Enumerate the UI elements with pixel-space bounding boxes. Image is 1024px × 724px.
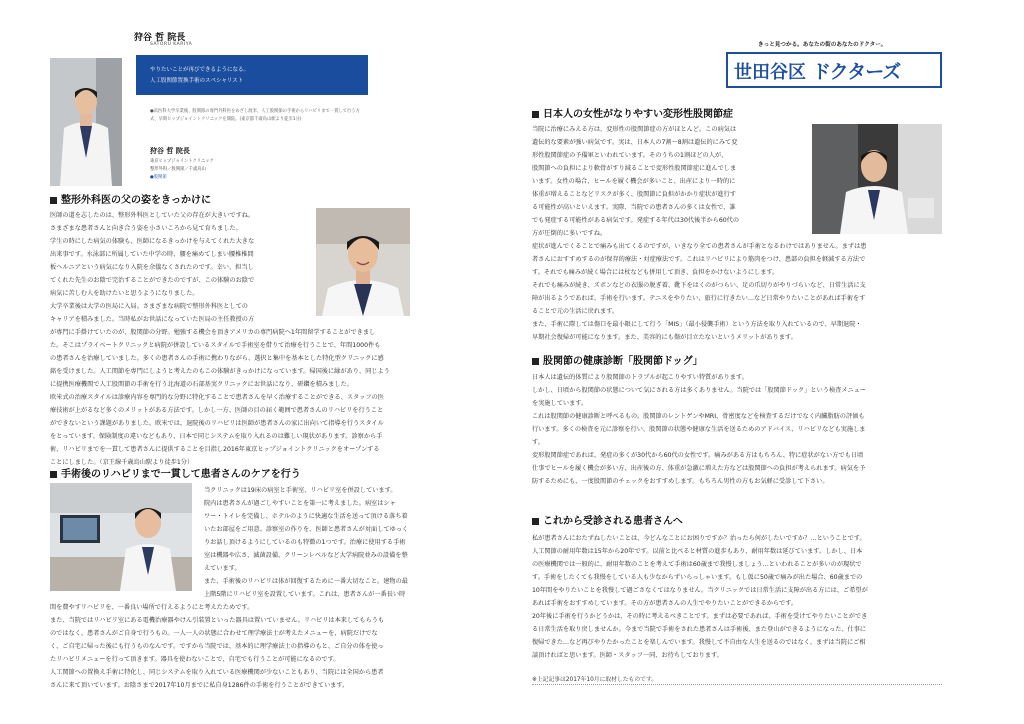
text-line: 間を費やすリハビリを、一番良い場所で行えるようにと考えたためです。: [50, 604, 254, 611]
section-3-text-b: [532, 240, 944, 344]
text-line: 室は機器や広さ、滅菌設備、クリーンレベルなど大学病院並みの設備を整: [204, 552, 408, 559]
section-2-text-b: [50, 601, 412, 692]
text-line: 病気に苦しむ人を助けたいと思うようになりました。: [50, 290, 199, 297]
text-line: 方が圧倒的に多いですね。: [532, 230, 607, 237]
text-line: が専門に手掛けていたのが、股関節の分野。勉強する機会を頂きアメリカの専門病院へ1年間留学することができまし: [50, 329, 376, 336]
text-line: います。女性の場合、ヒールを履く機会が多いこと、出産により一時的に: [532, 178, 736, 185]
text-line: ることで元の生活に戻れます。: [532, 308, 619, 315]
text-line: 出来事です。水泳部に所属していた中学の時、腰を痛めてしまい腰椎椎間: [50, 251, 254, 258]
brand-tagline: きっと見つかる。あなたの街のあなたのドクター。: [758, 42, 887, 48]
text-line: いたお部屋をご用意。診察室の作りを、医師と患者さんが対面してゆっく: [204, 526, 409, 533]
text-line: 20年後に手術を行うかどうかは、その時に考えるべきことです。まずは必要であれば、手術を受けてやりたいことができ: [532, 613, 868, 620]
text-line: 症状が進んでくることで痛みも出てくるのですが、いきなり全ての患者さんが手術となるわけではありません。まずは患: [532, 243, 867, 250]
text-line: たリハビリメニューを行って頂きます。器具を使わないことで、自宅でも行うことが可能になるのです。: [50, 656, 340, 663]
text-line: の患者さんを治療していました。多くの患者さんの手術に携わりながら、選択と集中を基本とした特化型クリニックに感: [50, 355, 384, 362]
text-line: 上階5階にリハビリ室を設置しています。これは、患者さんが一番長い時: [204, 591, 406, 598]
text-line: をとっています。保険制度の違いなどもあり、日本で同じシステムを取り入れるのは難しい現状があります。診察から手: [50, 433, 383, 440]
doctor-at-desk-illustration: [50, 483, 192, 591]
text-line: りお話し頂けるようにしているのも特徴の1つです。治療に使用する手術: [204, 539, 406, 546]
footnote-rule: [532, 684, 942, 685]
text-line: 当クリニックは19床の病室と手術室、リハビリ室を併設しています。: [204, 487, 397, 494]
text-line: の医療機関では一般的に、耐用年数のことを考えて手術は60歳まで我慢しましょう…といわれることが多いのが現状で: [532, 561, 862, 568]
text-line: また、当院ではリハビリ室にある電機治療器やけん引装置といった器具は置いていません。リハビリは本来してもらうも: [50, 617, 385, 624]
profile-bio: ●浜医科大学卒業後、股関節の専門外科医をめざし渡米、人工股関節の手術からリハビリまで一貫して行う方式、早期ヒップジョイントクリニックを開院。(東京都千歳烏山駅より徒歩1分): [150, 109, 360, 122]
section-1-text-a: [50, 209, 312, 326]
text-line: に提携医療機関で人工股関節の手術を行う北海道の石部基実クリニックにお世話になり、研鑽を積みました。: [50, 381, 353, 388]
text-line: それでも痛みが続き、ズボンなどの衣服の脱ぎ着、靴下をはくのがつらい、足の爪切りがやりづらいなど、日常生活に支: [532, 282, 866, 289]
heading-square-icon: [532, 111, 539, 118]
text-line: る可能性が高いといえます。実際、当院での患者さんの多くは女性で、誰: [532, 204, 736, 211]
section-1-heading: [50, 191, 211, 206]
text-line: 者さんにおすすめするのが保存的療法・対症療法です。これはリハビリにより筋肉をつけ、患部の負担を軽減する方法で: [532, 256, 866, 263]
text-line: 人工関節の耐用年数は15年から20年です。以前と比べると材質の進歩もあり、耐用年数は延びています。しかし、日本: [532, 548, 863, 555]
profile-card-name: 狩谷 哲 院長: [150, 147, 190, 155]
doctor-name: 狩谷 哲 院長: [134, 33, 186, 43]
text-line: さまざまな患者さんと向き合う姿を小さいころから見て育ちました。: [50, 225, 242, 232]
text-line: 変形股関節症であれば、発症の多くが30代から60代の女性です。痛みがある方はもちろん、特に症状がない方でも日頃: [532, 452, 864, 459]
banner-line-1: やりたいことが再びできるようになる。: [150, 67, 250, 73]
doctor-standing-illustration: [50, 58, 122, 186]
text-line: ができないという課題がありました。欧米では、退院後のリハビリは医師が患者さんの家に出向いて指導を行うスタイル: [50, 420, 384, 427]
heading-square-icon: [532, 358, 539, 365]
text-line: 復帰できた…など再びやりたかったことを楽しんでいます。我慢して不自由な人生を送るのではなく、まずは当院にご相: [532, 639, 866, 646]
text-line: 仕事でヒールを履く機会が多い方、出産後の方、体重が急激に増えた方などは股関節への負担が考えられます。病気を予: [532, 465, 866, 472]
text-line: 人工関節への置換え手術に特化し、同じシステムを取り入れている医療機関が少ないこともあり、当院には全国から患者: [50, 669, 384, 676]
heading-square-icon: [50, 471, 57, 478]
text-line: 談頂ければと思います。医師・スタッフ一同、お待ちしております。: [532, 652, 723, 659]
brand-logo-kanji: 世田谷区: [734, 62, 806, 83]
heading-square-icon: [532, 518, 539, 525]
doctor-smiling-illustration: [316, 208, 410, 316]
section-3-title: 日本人の女性がなりやすい変形性股関節症: [543, 109, 733, 120]
text-line: ワー・トイレを完備し、ホテルのように快適な生活を送って頂ける落ち着: [204, 513, 408, 520]
section-5-text: [532, 532, 944, 662]
text-line: 防するためにも、一度股関節のチェックをおすすめします。もちろん男性の方もお気軽に受診して下さい。: [532, 478, 829, 485]
text-line: のではなく、患者さんがご自身で行うもの。一人一人の状態に合わせて理学療法士が考えたメニューを、病院だけでな: [50, 630, 378, 637]
doctor-portrait-photo: [50, 58, 122, 186]
text-line: 遺伝的な要素が強い病気です。実は、日本人の7割～8割は遺伝的にみて変: [532, 139, 738, 146]
text-line: 日本人は遺伝的体質により股関節のトラブルが起こりやすい特質があります。: [532, 374, 748, 381]
section-1-text-b: [50, 326, 412, 469]
section-2-heading: [50, 465, 301, 480]
profile-card-dept: 整形外科／股関節／千歳烏山: [150, 167, 206, 172]
text-line: 10年間をやりたいことを我慢して過ごさなくてはなりません。当クリニックでは日常生活に支障が出る方には、ご希望が: [532, 587, 868, 594]
section-5-heading: [532, 512, 683, 527]
banner-line-2: 人工股関節置換手術のスペシャリスト: [150, 78, 244, 84]
section-3-text-a: [532, 123, 806, 240]
brand-logo-kana: ドクターズ: [812, 61, 901, 83]
text-line: す。: [532, 439, 544, 446]
section-4-text: [532, 371, 944, 488]
heading-square-icon: [50, 197, 57, 204]
section-3-heading: [532, 105, 733, 120]
text-line: 医師の道を志したのは、整形外科医としていた父の存在が大きいですね。: [50, 212, 255, 219]
section-2-text-a: [204, 484, 412, 601]
text-line: また、手術に際しては傷口を最小限にして行う「MIS」（最小侵襲手術）という方法を取り入れているので、早期退院・: [532, 321, 862, 328]
brand-logo: [726, 52, 942, 88]
text-line: 術、リハビリまでを一貫して患者さんに提供することを目指し2016年東京ヒップジョイントクリニックをオープンする: [50, 446, 380, 453]
text-line: 行います。多くの検査を元に診察を行い、股関節の状態や健康な生活を送るためのアドバイス、リハビリなども実施しま: [532, 426, 866, 433]
text-line: えています。: [204, 565, 241, 572]
text-line: る日常生活を取り戻しませんか。今まで当院で手術をされた患者さんは手術後、また登山ができるようになった、仕事に: [532, 626, 867, 633]
text-line: 療技術が上がるなど多くのメリットがある方法です。しかし一方、医師の目の届く範囲で患者さんのリハビリを行うこと: [50, 407, 384, 414]
profile-card-tag: ●股関節: [150, 175, 167, 180]
section-1-title: 整形外科医の父の姿をきっかけに: [61, 195, 211, 206]
profile-banner: [136, 55, 368, 95]
text-line: 当院に治療にみえる方は、変形性の股関節症の方がほとんど。この病気は: [532, 126, 737, 133]
doctor-smile-photo: [316, 208, 410, 316]
rehab-room-photo: [50, 483, 192, 591]
text-line: た。そこはプライベートクリニックと病院が併設しているスタイルで手術室を借りて治療を行うことで、年間1000件も: [50, 342, 381, 349]
text-line: 大学卒業後は大学の医局に入局。さまざまな病院で整形外科医としての: [50, 303, 248, 310]
text-line: す。手術をしたくても我慢をしている人も少なからずいらっしゃいます。もし仮に50歳で痛みが出た場合、60歳までの: [532, 574, 863, 581]
section-2-title: 手術後のリハビリまで一貫して患者さんのケアを行う: [61, 469, 301, 480]
doctor-consultation-illustration: [812, 124, 942, 234]
text-line: 股関節への負担により軟骨がすり減ることで変形性股関節症に進んでしま: [532, 165, 737, 172]
text-line: す。それでも痛みが続く場合には杖なども併用して頂き、負担をかけないようにします。: [532, 269, 779, 276]
text-line: 板ヘルニアという病気になり入院を余儀なくされたのです。幸い、担当し: [50, 264, 254, 271]
text-line: 私が患者さんにおたずねしたいことは、今どんなことにお困りですか？治ったら何がしたいですか？…ということです。: [532, 535, 866, 542]
text-line: また、手術後のリハビリは体が回復するために一番大切なこと。建物の最: [204, 578, 408, 585]
doctor-consult-photo: [812, 124, 942, 234]
text-line: ことにしました。（京王線千歳烏山駅より徒歩1分）: [50, 459, 194, 466]
text-line: 銘を受けました。人工関節を専門にしようと考えたのもこの体験がきっかけになっています。帰国後に縁があり、同じよう: [50, 368, 390, 375]
text-line: 障が出るようであれば、手術を行います。テニスをやりたい、旅行に行きたい…など日常やりたいことがあれば手術をす: [532, 295, 866, 302]
section-4-title: 股関節の健康診断「股関節ドッグ」: [543, 356, 703, 367]
text-line: キャリアを積みました。当時私がお世話になっていた医局の主任教授の方: [50, 316, 255, 323]
text-line: でも発症する可能性がある病気です。発症する年代は30代後半から60代の: [532, 217, 740, 224]
text-line: てくれた先生のお陰で完治することができたのですが、この体験のお陰で: [50, 277, 255, 284]
profile-card-clinic: 東京ヒップジョイントクリニック: [150, 159, 214, 164]
text-line: 体重が増えることなどリスクが多く、股関節に負担がかかり症状が進行す: [532, 191, 736, 198]
text-line: を実施しています。: [532, 400, 588, 407]
section-5-title: これから受診される患者さんへ: [543, 516, 683, 527]
section-4-heading: [532, 352, 703, 367]
text-line: 院内は患者さんが過ごしやすいことを第一に考えました。病室はシャ: [204, 500, 396, 507]
doctor-romaji: SATORU KARIYA: [150, 42, 193, 47]
text-line: く、ご自宅に帰った後にも行うものなんです。ですから当院では、基本的に理学療法士の指導のもと、ご自分の体を使っ: [50, 643, 384, 650]
footnote: ※上記記事は2017年10月に取材したものです。: [532, 677, 658, 683]
text-line: あれば手術をおすすめしています。その方が患者さんの人生でやりたいことができるからです。: [532, 600, 798, 607]
text-line: 欧米式の治療スタイルは診療内容を専門的な分野に特化することで患者さんを早く治療することができる、スタッフの医: [50, 394, 384, 401]
text-line: これは股関節の健康診断と呼べるもの。股関節のレントゲンやMRI、骨密度などを検査するだけでなく内臓脂肪の評価も: [532, 413, 865, 420]
text-line: 形性股関節症の予備軍といわれています。そのうちの1割ほどの人が、: [532, 152, 728, 159]
text-line: さんに来て頂いています。お陰さまで2017年10月までに私自身1286件の手術を行うことができています。: [50, 682, 349, 689]
text-line: 早期社会復帰が可能になります。また、美容的にも傷が目立たないというメリットがあります。: [532, 334, 797, 341]
text-line: 学生の時にした病気の体験も、医師になるきっかけを与えてくれた大きな: [50, 238, 255, 245]
text-line: しかし、日頃から股関節の状態について気にされる方は多くありません。当院では「股関節ドック」という検査メニュー: [532, 387, 867, 394]
